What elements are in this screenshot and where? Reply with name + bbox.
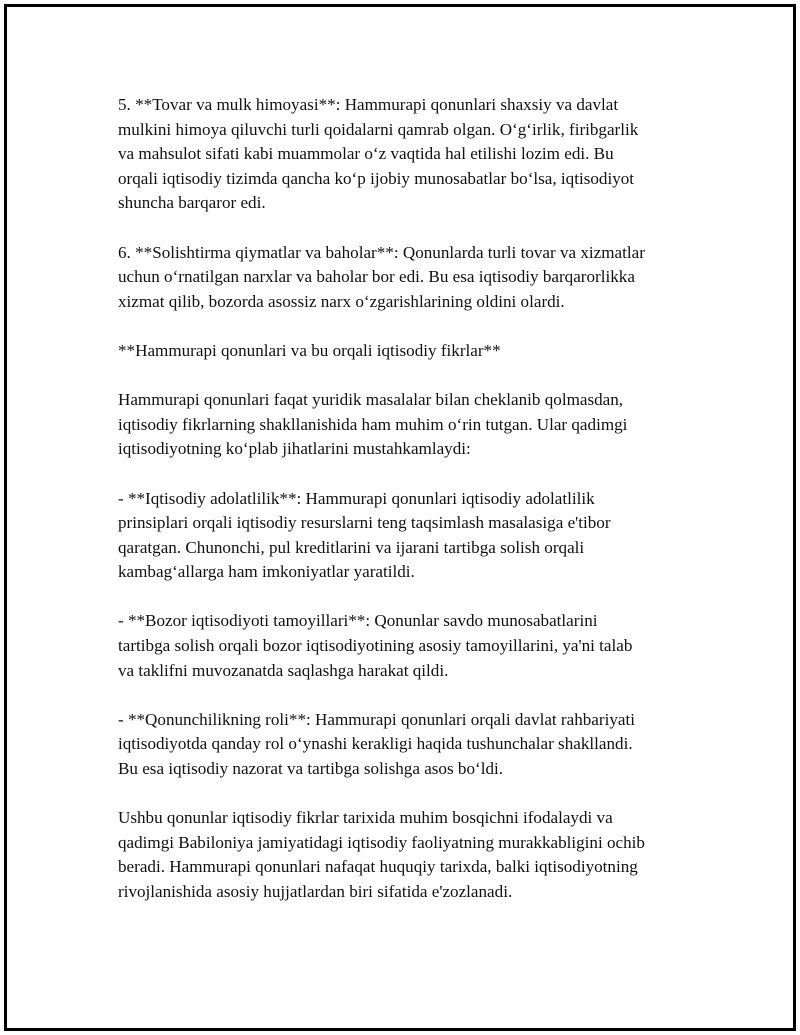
bullet-market-principles: - **Bozor iqtisodiyoti tamoyillari**: Qonunlar savdo munosabatlarini tartibga solish orqali bozor iqtisodiyotining asosiy tamoyillarini, ya'ni talab va taklifni muvozanatda saqlashga harakat qildi. (118, 611, 633, 680)
paragraph-conclusion: Ushbu qonunlar iqtisodiy fikrlar tarixida muhim bosqichni ifodalaydi va qadimgi Babiloniya jamiyatidagi iqtisodiy faoliyatning murakkabligini ochib beradi. Hammurapi qonunlari nafaqat huquqiy tarixda, balki iqtisodiyotning rivojlanishida asosiy hujjatlardan biri sifatida e'zozlanadi. (118, 808, 645, 901)
document-body (118, 93, 718, 929)
bullet-role-of-legislation: - **Qonunchilikning roli**: Hammurapi qonunlari orqali davlat rahbariyati iqtisodiyotda qanday rol o‘ynashi kerakligi haqida tushunchalar shakllandi. Bu esa iqtisodiy nazorat va tartibga solishga asos bo‘ldi. (118, 709, 635, 779)
paragraph-property-protection: 5. **Tovar va mulk himoyasi**: Hammurapi qonunlari shaxsiy va davlat mulkini himoya qiluvchi turli qoidalarni qamrab olgan. O‘g‘irlik, firibgarlik va mahsulot sifati kabi muammolar o‘z vaqtida hal etilishi lozim edi. Bu orqali iqtisodiy tizimda qancha ko‘p ijobiy munosabatlar bo‘lsa, iqtisodiyot shuncha barqaror edi. (118, 95, 639, 213)
section-heading: **Hammurapi qonunlari va bu orqali iqtisodiy fikrlar** (118, 340, 501, 360)
paragraph-comparative-values: 6. **Solishtirma qiymatlar va baholar**: Qonunlarda turli tovar va xizmatlar uchun o‘rnatilgan narxlar va baholar bor edi. Bu esa iqtisodiy barqarorlikka xizmat qilib, bozorda asossiz narx o‘zgarishlarining oldini olardi. (118, 242, 645, 311)
paragraph-intro: Hammurapi qonunlari faqat yuridik masalalar bilan cheklanib qolmasdan, iqtisodiy fikrlarning shakllanishida ham muhim o‘rin tutgan. Ular qadimgi iqtisodiyotning ko‘plab jihatlarini mustahkamlaydi: (118, 390, 628, 459)
bullet-economic-fairness: - **Iqtisodiy adolatlilik**: Hammurapi qonunlari iqtisodiy adolatlilik prinsiplari orqali iqtisodiy resurslarni teng taqsimlash masalasiga e'tibor qaratgan. Chunonchi, pul kreditlarini va ijarani tartibga solish orqali kambag‘allarga ham imkoniyatlar yaratildi. (118, 488, 611, 582)
